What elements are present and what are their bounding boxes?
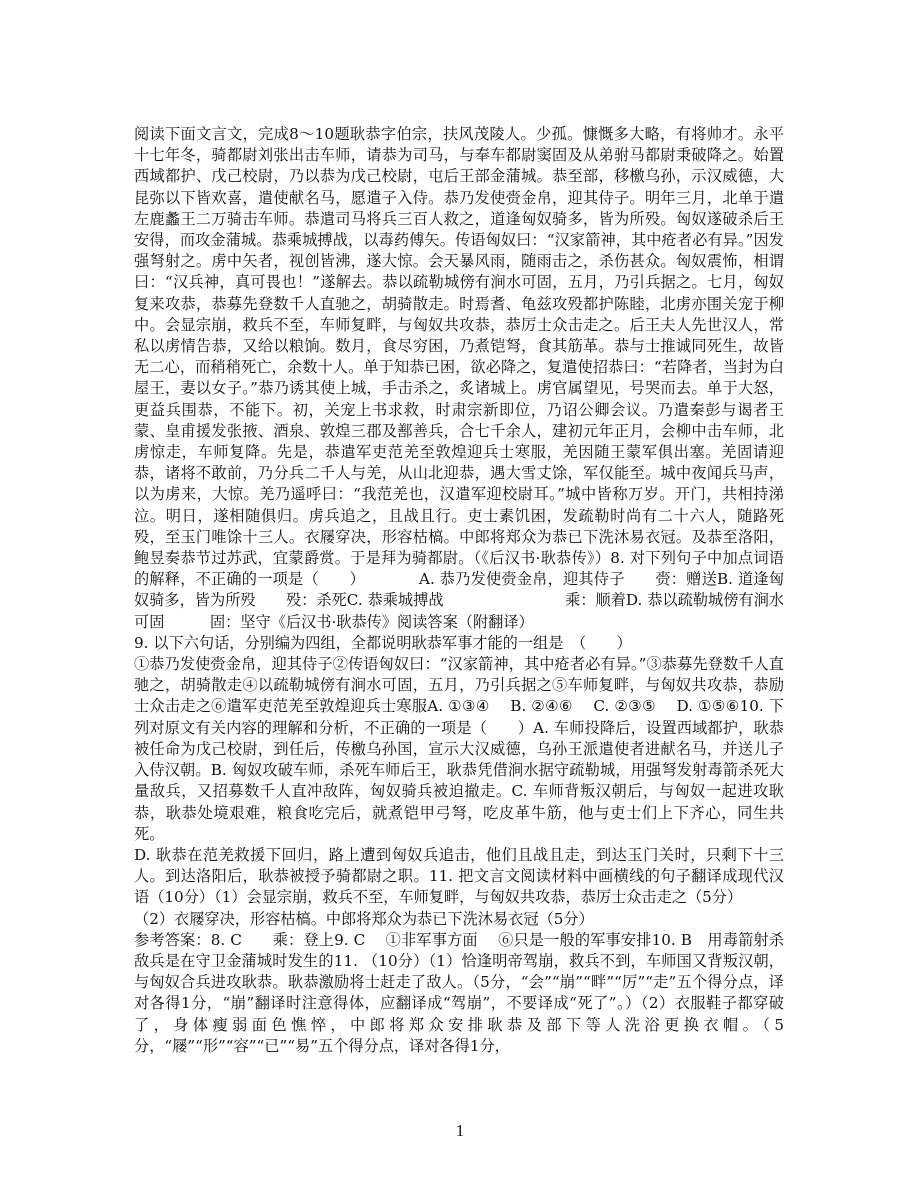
page-number: 1 [455,1121,465,1140]
question-9-options-and-question-10: ①恭乃发使赍金帛，迎其侍子②传语匈奴曰：“汉家箭神，其中疮者必有异。”③恭募先登数千人直驰之，胡骑散走④以疏勒城傍有涧水可固，五月，乃引兵据之⑤车师复畔，与匈奴共攻恭，恭励士众击走之⑥遣军吏范羌至敦煌迎兵士寒服A. ①③④ B. ②④⑥ C. ②③⑤ D. ①⑤⑥10. 下列对原文有关内容的理解和分析，不正确的一项是（ ）A. 车师投降后，设置西域都护，耿恭被任命为戊己校尉，到任后，传檄乌孙国，宣示大汉威德，乌孙王派遣使者进献名马，并送儿子入侍汉朝。B. 匈奴攻破车师，杀死车师后王，耿恭凭借涧水据守疏勒城，用强弩发射毒箭杀死大量敌兵，又招募数千人直冲敌阵，匈奴骑兵被迫撤走。C. 车师背叛汉朝后，与匈奴一起进攻耿恭，耿恭处境艰难，粮食吃完后，就煮铠甲弓弩，吃皮革牛筋，他与吏士们上下齐心，同生共死。 [134,655,784,843]
reference-answers: 参考答案：8. C 乘：登上9. C ①非军事方面 ⑥只是一般的军事安排10. B 用毒箭射杀敌兵是在守卫金蒲城时发生的11. （10分）（1）恰逢明帝驾崩，救兵不到，车师国又背叛汉朝，与匈奴合兵进攻耿恭。耿恭激励将士赶走了敌人。（5分，“会”“崩”“畔”“厉”“走”五个得分点，译对各得1分，“崩”翻译时注意得体，应翻译成“驾崩”，不要译成“死了”。）（2）衣服鞋子都穿破了，身体瘦弱面色憔悴，中郎将郑众安排耿恭及部下等人洗浴更换衣帽。（5分，“屦”“形”“容”“已”“易”五个得分点，译对各得1分， [134,930,784,1055]
question-11-part-2: （2）衣屦穿决，形容枯槁。中郎将郑众为恭已下洗沐易衣冠（5分） [134,909,594,928]
document-body [134,124,784,1057]
passage-and-question-8: 阅读下面文言文，完成8～10题耿恭字伯宗，扶风茂陵人。少孤。慷慨多大略，有将帅才。永平十七年冬，骑都尉刘张出击车师，请恭为司马，与奉车都尉窦固及从弟驸马都尉秉破降之。始置西域都护、戊己校尉，乃以恭为戊己校尉，屯后王部金蒲城。恭至部，移檄乌孙，示汉威德，大昆弥以下皆欢喜，遣使献名马，愿遣子入侍。恭乃发使赍金帛，迎其侍子。明年三月，北单于遣左鹿蠡王二万骑击车师。恭遣司马将兵三百人救之，道逢匈奴骑多，皆为所殁。匈奴遂破杀后王安得，而攻金蒲城。恭乘城搏战，以毒药傅矢。传语匈奴曰：“汉家箭神，其中疮者必有异。”因发强弩射之。虏中矢者，视创皆沸，遂大惊。会天暴风雨，随雨击之，杀伤甚众。匈奴震怖，相谓曰：“汉兵神，真可畏也！”遂解去。恭以疏勒城傍有涧水可固，五月，乃引兵据之。七月，匈奴复来攻恭，恭募先登数千人直驰之，胡骑散走。时焉耆、龟兹攻殁都护陈睦，北虏亦围关宠于柳中。会显宗崩，救兵不至，车师复畔，与匈奴共攻恭，恭厉士众击走之。后王夫人先世汉人，常私以虏情告恭，又给以粮饷。数月，食尽穷困，乃煮铠弩，食其筋革。恭与士推诚同死生，故皆无二心，而稍稍死亡，余数十人。单于知恭已困，欲必降之，复遣使招恭曰：“若降者，当封为白屋王，妻以女子。”恭乃诱其使上城，手击杀之，炙诸城上。虏官属望见，号哭而去。单于大怒，更益兵围恭，不能下。初，关宠上书求救，时肃宗新即位，乃诏公卿会议。乃遣秦彭与谒者王蒙、皇甫援发张掖、酒泉、敦煌三郡及鄯善兵，合七千余人，建初元年正月，会柳中击车师，北虏惊走，车师复降。先是，恭遣军吏范羌至敦煌迎兵士寒服，羌因随王蒙军俱出塞。羌固请迎恭，诸将不敢前，乃分兵二千人与羌，从山北迎恭，遇大雪丈馀，军仅能至。城中夜闻兵马声，以为虏来，大惊。羌乃遥呼曰：“我范羌也，汉遣军迎校尉耳。”城中皆称万岁。开门，共相持涕泣。明日，遂相随俱归。虏兵追之，且战且行。吏士素饥困，发疏勒时尚有二十六人，随路死殁，至玉门唯馀十三人。衣屦穿决，形容枯槁。中郎将郑众为恭已下洗沐易衣冠。及恭至洛阳，鲍昱奏恭节过苏武，宜蒙爵赏。于是拜为骑都尉。（《后汉书·耿恭传》）8. 对下列句子中加点词语的解释，不正确的一项是（ ） A. 恭乃发使赍金帛，迎其侍子 赍：赠送B. 道逢匈奴骑多，皆为所殁 殁：杀死C. 恭乘城搏战 乘：顺着D. 恭以疏勒城傍有涧水可固 固：坚守《后汉书·耿恭传》阅读答案（附翻译） [134,125,784,631]
question-9-stem: 9. 以下六句话，分别编为四组，全都说明耿恭军事才能的一组是 （ ） [134,633,632,652]
option-d-and-question-11: D. 耿恭在范羌救援下回归，路上遭到匈奴兵追击，他们且战且走，到达玉门关时，只剩下十三人。到达洛阳后，耿恭被授予骑都尉之职。11. 把文言文阅读材料中画横线的句子翻译成现代汉语（10分）（1）会显宗崩，救兵不至，车师复畔，与匈奴共攻恭，恭厉士众击走之（5分） [134,845,784,907]
